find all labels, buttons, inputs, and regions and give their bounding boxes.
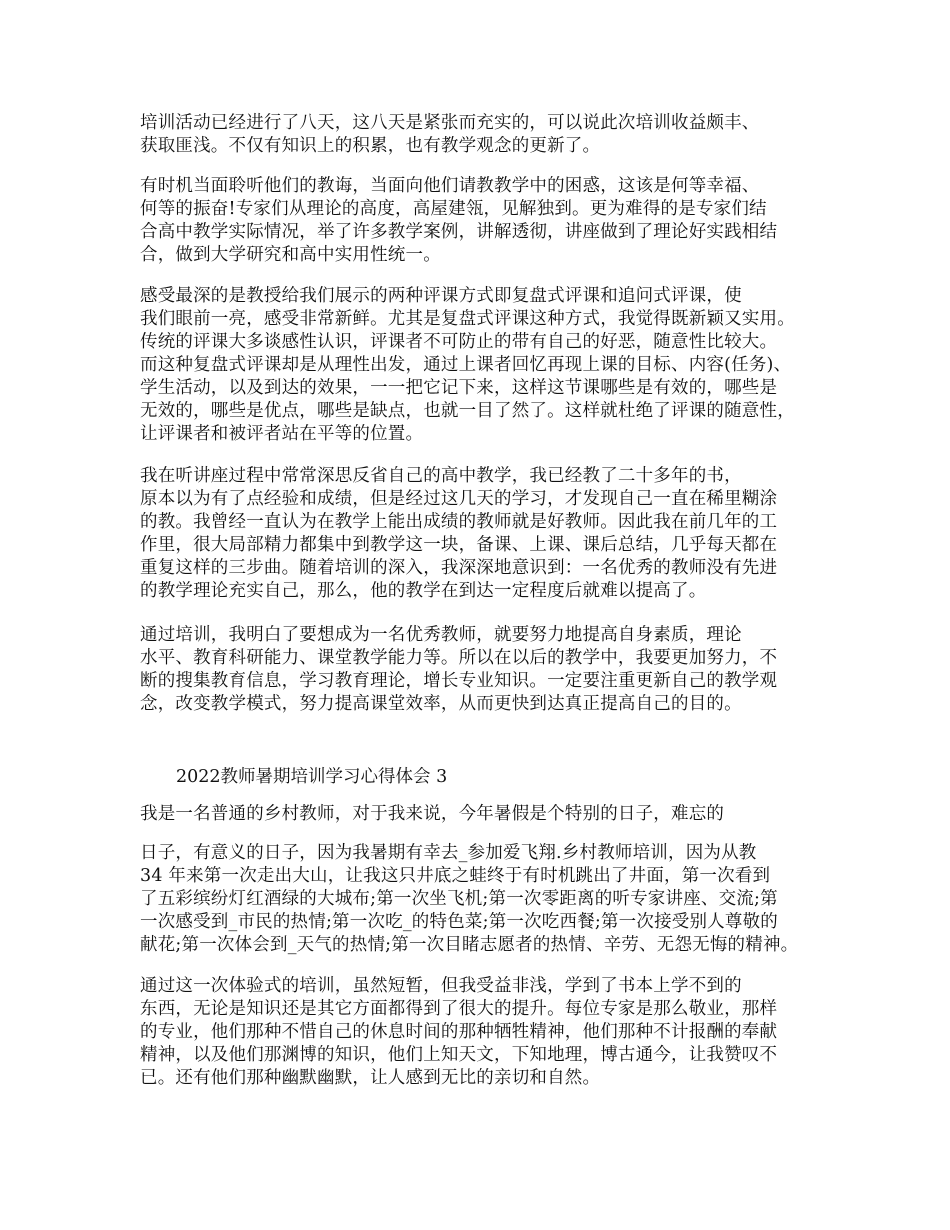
text-line: 的教学理论充实自己，那么，他的教学在到达一定程度后就难以提高了。 bbox=[140, 581, 707, 601]
text-line: 通过培训，我明白了要想成为一名优秀教师，就要努力地提高自身素质，理论 bbox=[140, 625, 742, 645]
text-line: 我在听讲座过程中常常深思反省自己的高中教学，我已经教了二十多年的书， bbox=[140, 466, 742, 486]
text-line: 有时机当面聆听他们的教诲，当面向他们请教教学中的困惑，这该是何等幸福、 bbox=[140, 176, 760, 196]
paragraph-4 bbox=[140, 465, 840, 603]
text-line: 无效的，哪些是优点，哪些是缺点，也就一目了然了。这样就杜绝了评课的随意性， bbox=[140, 401, 795, 421]
text-line: 一次感受到_市民的热情;第一次吃_的特色菜;第一次吃西餐;第一次接受别人尊敬的 bbox=[140, 912, 778, 932]
text-line: 献花;第一次体会到_天气的热情;第一次目睹志愿者的热情、辛劳、无怨无悔的精神。 bbox=[140, 935, 799, 955]
text-line: 作里，很大局部精力都集中到教学这一块，备课、上课、课后总结，几乎每天都在 bbox=[140, 535, 778, 555]
paragraph-3 bbox=[140, 285, 840, 446]
text-line: 精神，以及他们那渊博的知识，他们上知天文，下知地理，博古通今，让我赞叹不 bbox=[140, 1045, 778, 1065]
text-line: 的教。我曾经一直认为在教学上能出成绩的教师就是好教师。因此我在前几年的工 bbox=[140, 512, 778, 532]
text-line: 了五彩缤纷灯红酒绿的大城布;第一次坐飞机;第一次零距离的听专家讲座、交流;第 bbox=[140, 889, 778, 909]
text-line: 何等的振奋!专家们从理论的高度，高屋建瓴，见解独到。更为难得的是专家们结 bbox=[140, 199, 767, 219]
text-line: 东西，无论是知识还是其它方面都得到了很大的提升。每位专家是那么敬业，那样 bbox=[140, 999, 778, 1019]
text-line: 获取匪浅。不仅有知识上的积累，也有教学观念的更新了。 bbox=[140, 136, 601, 156]
text-line: 感受最深的是教授给我们展示的两种评课方式即复盘式评课和追问式评课，使 bbox=[140, 286, 742, 306]
text-line: 我是一名普通的乡村教师，对于我来说，今年暑假是个特别的日子，难忘的 bbox=[140, 804, 725, 824]
text-line: 合，做到大学研究和高中实用性统一。 bbox=[140, 245, 441, 265]
section-heading: 2022教师暑期培训学习心得体会 3 bbox=[176, 767, 448, 787]
text-line: 而这种复盘式评课却是从理性出发，通过上课者回忆再现上课的目标、内容(任务)、 bbox=[140, 355, 792, 375]
text-line: 念，改变教学模式，努力提高课堂效率，从而更快到达真正提高自己的目的。 bbox=[140, 694, 742, 714]
paragraph-7 bbox=[140, 842, 840, 957]
text-line: 通过这一次体验式的培训，虽然短暂，但我受益非浅，学到了书本上学不到的 bbox=[140, 976, 742, 996]
text-line: 日子，有意义的日子，因为我暑期有幸去_参加爱飞翔.乡村教师培训，因为从教 bbox=[140, 843, 757, 863]
text-line: 我们眼前一亮，感受非常新鲜。尤其是复盘式评课这种方式，我觉得既新颖又实用。 bbox=[140, 309, 795, 329]
text-line: 断的搜集教育信息，学习教育理论，增长专业知识。一定要注重更新自己的教学观 bbox=[140, 671, 778, 691]
text-line: 重复这样的三步曲。随着培训的深入，我深深地意识到：一名优秀的教师没有先进 bbox=[140, 558, 778, 578]
text-line: 合高中教学实际情况，举了许多教学案例，讲解透彻，讲座做到了理论好实践相结 bbox=[140, 222, 778, 242]
text-line: 水平、教育科研能力、课堂教学能力等。所以在以后的教学中，我要更加努力，不 bbox=[140, 648, 778, 668]
text-line: 已。还有他们那种幽默幽默，让人感到无比的亲切和自然。 bbox=[140, 1068, 601, 1088]
paragraph-2 bbox=[140, 175, 840, 267]
text-line: 原本以为有了点经验和成绩，但是经过这几天的学习，才发现自己一直在稀里糊涂 bbox=[140, 489, 778, 509]
text-line: 培训活动已经进行了八天，这八天是紧张而充实的，可以说此次培训收益颇丰、 bbox=[140, 113, 760, 133]
paragraph-8 bbox=[140, 975, 840, 1090]
text-line: 的专业，他们那种不惜自己的休息时间的那种牺牲精神，他们那种不计报酬的奉献 bbox=[140, 1022, 778, 1042]
paragraph-6 bbox=[140, 803, 840, 826]
paragraph-1 bbox=[140, 112, 840, 158]
text-line: 学生活动，以及到达的效果，一一把它记下来，这样这节课哪些是有效的，哪些是 bbox=[140, 378, 778, 398]
text-line: 34 年来第一次走出大山，让我这只井底之蛙终于有时机跳出了井面，第一次看到 bbox=[140, 866, 771, 886]
text-line: 让评课者和被评者站在平等的位置。 bbox=[140, 424, 424, 444]
text-line: 传统的评课大多谈感性认识，评课者不可防止的带有自己的好恶，随意性比较大。 bbox=[140, 332, 778, 352]
paragraph-5 bbox=[140, 624, 840, 716]
